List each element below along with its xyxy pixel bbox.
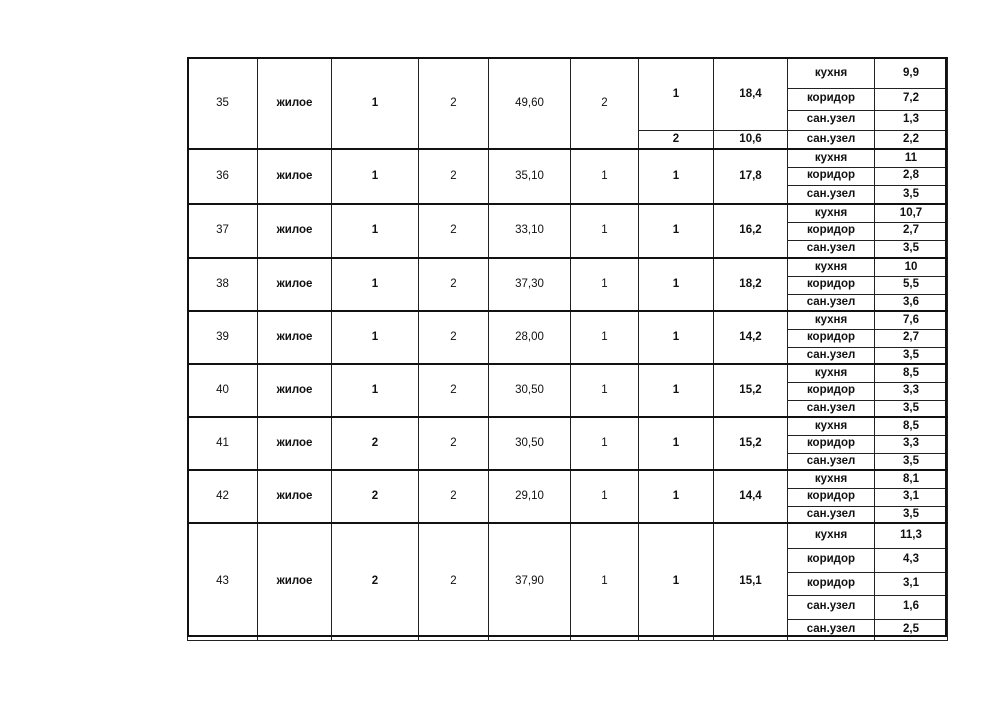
living-room-number: 1: [639, 523, 714, 640]
cell-value: 1: [332, 364, 419, 417]
premise-type: жилое: [258, 58, 332, 149]
auxiliary-room-area: 2,2: [875, 130, 948, 149]
auxiliary-room-name: сан.узел: [788, 110, 875, 130]
living-room-number: 1: [639, 58, 714, 130]
table-row: [188, 258, 948, 276]
auxiliary-room-area: 1,6: [875, 595, 948, 619]
auxiliary-room-area: 3,5: [875, 400, 948, 417]
cell-value: 2: [419, 149, 489, 204]
cell-value: 1: [332, 258, 419, 311]
apartment-number: 43: [188, 523, 258, 640]
apartment-number: 40: [188, 364, 258, 417]
auxiliary-room-name: кухня: [788, 204, 875, 222]
auxiliary-room-area: 4,3: [875, 548, 948, 572]
auxiliary-room-name: кухня: [788, 364, 875, 382]
living-room-area: 14,2: [714, 311, 788, 364]
cell-value: 2: [419, 311, 489, 364]
cell-value: 1: [332, 149, 419, 204]
auxiliary-room-name: коридор: [788, 382, 875, 400]
apartment-number: 42: [188, 470, 258, 523]
apartment-number: 36: [188, 149, 258, 204]
rooms-count: 1: [571, 311, 639, 364]
living-room-area: 14,4: [714, 470, 788, 523]
auxiliary-room-area: 3,1: [875, 572, 948, 595]
cell-value: 2: [332, 523, 419, 640]
cell-value: 1: [332, 311, 419, 364]
auxiliary-room-name: коридор: [788, 548, 875, 572]
rooms-count: 1: [571, 523, 639, 640]
total-area: 49,60: [489, 58, 571, 149]
apartment-number: 39: [188, 311, 258, 364]
cell-value: 2: [419, 523, 489, 640]
auxiliary-room-area: 11,3: [875, 523, 948, 548]
premise-type: жилое: [258, 204, 332, 258]
rooms-count: 1: [571, 258, 639, 311]
auxiliary-room-name: кухня: [788, 417, 875, 435]
auxiliary-room-name: сан.узел: [788, 619, 875, 640]
table-row: [188, 58, 948, 88]
auxiliary-room-area: 3,3: [875, 382, 948, 400]
cell-value: 2: [332, 470, 419, 523]
total-area: 35,10: [489, 149, 571, 204]
auxiliary-room-area: 7,6: [875, 311, 948, 329]
auxiliary-room-name: сан.узел: [788, 240, 875, 258]
living-room-area: 15,1: [714, 523, 788, 640]
auxiliary-room-name: коридор: [788, 488, 875, 506]
living-room-area: 15,2: [714, 417, 788, 470]
living-room-number: 2: [639, 130, 714, 149]
living-room-area: 18,4: [714, 58, 788, 130]
living-room-number: 1: [639, 258, 714, 311]
premise-type: жилое: [258, 470, 332, 523]
auxiliary-room-name: кухня: [788, 523, 875, 548]
table-row: [188, 364, 948, 382]
living-room-area: 10,6: [714, 130, 788, 149]
auxiliary-room-name: коридор: [788, 435, 875, 453]
table-row: [188, 204, 948, 222]
table-row: [188, 523, 948, 548]
cell-value: 2: [419, 364, 489, 417]
auxiliary-room-name: коридор: [788, 572, 875, 595]
auxiliary-room-name: сан.узел: [788, 453, 875, 470]
auxiliary-room-area: 2,5: [875, 619, 948, 640]
living-room-number: 1: [639, 204, 714, 258]
premise-type: жилое: [258, 523, 332, 640]
auxiliary-room-name: сан.узел: [788, 185, 875, 204]
auxiliary-room-area: 2,7: [875, 329, 948, 347]
premise-type: жилое: [258, 364, 332, 417]
auxiliary-room-area: 3,3: [875, 435, 948, 453]
living-room-area: 15,2: [714, 364, 788, 417]
rooms-count: 1: [571, 204, 639, 258]
auxiliary-room-area: 3,6: [875, 294, 948, 311]
auxiliary-room-area: 10,7: [875, 204, 948, 222]
table-row: [188, 470, 948, 488]
auxiliary-room-area: 3,5: [875, 347, 948, 364]
auxiliary-room-name: кухня: [788, 311, 875, 329]
cell-value: 2: [419, 204, 489, 258]
apartment-number: 41: [188, 417, 258, 470]
apartment-number: 37: [188, 204, 258, 258]
auxiliary-room-area: 3,5: [875, 240, 948, 258]
auxiliary-room-name: сан.узел: [788, 400, 875, 417]
living-room-number: 1: [639, 417, 714, 470]
cell-value: 2: [332, 417, 419, 470]
apartments-table-body: [188, 58, 948, 640]
auxiliary-room-name: сан.узел: [788, 294, 875, 311]
auxiliary-room-area: 8,5: [875, 417, 948, 435]
cell-value: 1: [332, 204, 419, 258]
living-room-area: 18,2: [714, 258, 788, 311]
auxiliary-room-name: кухня: [788, 58, 875, 88]
auxiliary-room-area: 1,3: [875, 110, 948, 130]
auxiliary-room-area: 3,5: [875, 453, 948, 470]
living-room-number: 1: [639, 364, 714, 417]
auxiliary-room-area: 10: [875, 258, 948, 276]
apartment-number: 35: [188, 58, 258, 149]
premise-type: жилое: [258, 149, 332, 204]
total-area: 28,00: [489, 311, 571, 364]
auxiliary-room-area: 2,8: [875, 167, 948, 185]
cell-value: 2: [419, 417, 489, 470]
premise-type: жилое: [258, 417, 332, 470]
cell-value: 2: [419, 258, 489, 311]
cell-value: 2: [419, 58, 489, 149]
auxiliary-room-name: кухня: [788, 149, 875, 167]
cell-value: 1: [332, 58, 419, 149]
auxiliary-room-name: кухня: [788, 470, 875, 488]
auxiliary-room-area: 8,1: [875, 470, 948, 488]
auxiliary-room-name: кухня: [788, 258, 875, 276]
premise-type: жилое: [258, 311, 332, 364]
cell-value: 2: [419, 470, 489, 523]
auxiliary-room-name: коридор: [788, 222, 875, 240]
rooms-count: 1: [571, 470, 639, 523]
auxiliary-room-name: сан.узел: [788, 506, 875, 523]
table-row: [188, 311, 948, 329]
rooms-count: 1: [571, 149, 639, 204]
total-area: 37,90: [489, 523, 571, 640]
total-area: 29,10: [489, 470, 571, 523]
auxiliary-room-name: коридор: [788, 167, 875, 185]
living-room-number: 1: [639, 311, 714, 364]
auxiliary-room-name: сан.узел: [788, 347, 875, 364]
auxiliary-room-area: 3,5: [875, 506, 948, 523]
auxiliary-room-name: коридор: [788, 329, 875, 347]
auxiliary-room-area: 9,9: [875, 58, 948, 88]
auxiliary-room-area: 3,1: [875, 488, 948, 506]
living-room-area: 16,2: [714, 204, 788, 258]
table-row: [188, 149, 948, 167]
living-room-number: 1: [639, 470, 714, 523]
auxiliary-room-area: 5,5: [875, 276, 948, 294]
rooms-count: 1: [571, 417, 639, 470]
apartment-number: 38: [188, 258, 258, 311]
auxiliary-room-area: 8,5: [875, 364, 948, 382]
auxiliary-room-name: сан.узел: [788, 595, 875, 619]
living-room-number: 1: [639, 149, 714, 204]
total-area: 30,50: [489, 417, 571, 470]
auxiliary-room-name: коридор: [788, 88, 875, 110]
rooms-count: 2: [571, 58, 639, 149]
auxiliary-room-area: 2,7: [875, 222, 948, 240]
auxiliary-room-name: сан.узел: [788, 130, 875, 149]
rooms-count: 1: [571, 364, 639, 417]
auxiliary-room-area: 3,5: [875, 185, 948, 204]
total-area: 33,10: [489, 204, 571, 258]
premise-type: жилое: [258, 258, 332, 311]
auxiliary-room-name: коридор: [788, 276, 875, 294]
auxiliary-room-area: 7,2: [875, 88, 948, 110]
table-row: [188, 417, 948, 435]
total-area: 37,30: [489, 258, 571, 311]
apartments-table: [187, 57, 948, 641]
total-area: 30,50: [489, 364, 571, 417]
auxiliary-room-area: 11: [875, 149, 948, 167]
living-room-area: 17,8: [714, 149, 788, 204]
